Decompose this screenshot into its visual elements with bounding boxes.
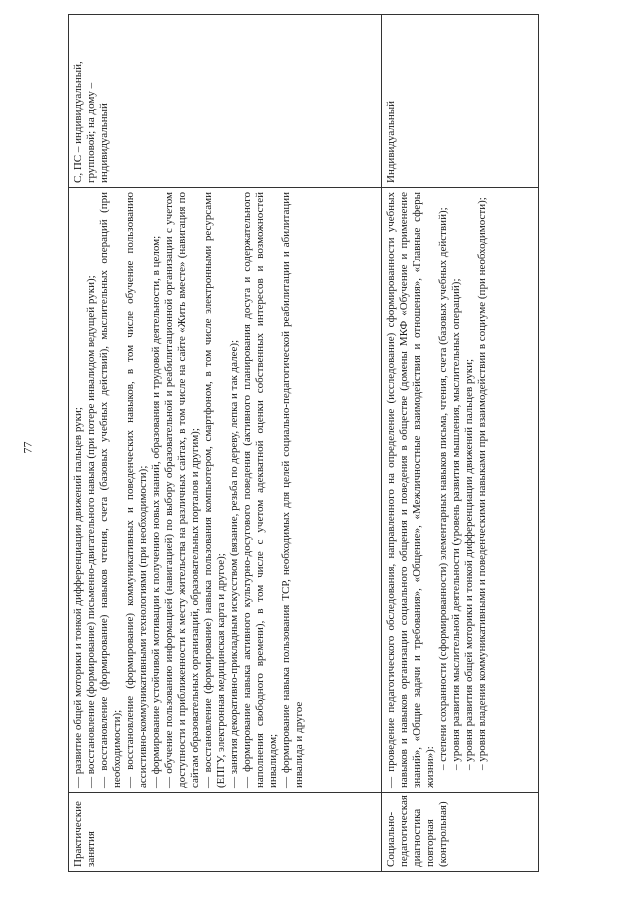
- list-item: — занятия декоративно-прикладным искусством (вязание, резьба по дереву, лепка и так далее);: [228, 339, 240, 788]
- list-item: — формирование навыка активного культурно-досугового поведения (активного планирования досуга и содержательного наполнения свободного времени), в том числе с учетом адекватной оценки собственных интересов и возможностей инвалидом;: [241, 192, 279, 788]
- list-item: — проведение педагогического обследования, направленного на определение (исследование) сформированности учебных навыков и навыков организации социального общения и поведения в обществе (домены МКФ «Обучение и применение знаний», «Общие задачи и требования», «Общение», «Межличностные взаимодействия и отношения», «Главные сферы жизни»):: [385, 192, 436, 788]
- content-cell: [382, 188, 539, 793]
- list-item: — восстановление (формирование) письменно-двигательного навыка (при потере инвалидом ведущей руки);: [85, 275, 97, 788]
- table-row: [382, 15, 539, 872]
- list-item: — восстановление (формирование) навыка пользования компьютером, смартфоном, в том числе электронными ресурсами (ЕПГУ, электронная медицинская карта и другое);: [202, 192, 227, 788]
- list-item: – уровня развития общей моторики и тонкой дифференциации движений пальцев руки;: [463, 358, 475, 770]
- form-text: С, ПС – индивидуальный, групповой; на дому – индивидуальный: [72, 61, 110, 183]
- row-label-cell: [69, 793, 382, 872]
- page-number: 77: [20, 441, 35, 454]
- form-cell: [69, 15, 382, 188]
- content-cell: [69, 188, 382, 793]
- list-item: – уровня владения коммуникативными и поведенческими навыками при взаимодействии в социуме (при необходимости);: [476, 197, 488, 770]
- rehabilitation-table: [68, 14, 539, 872]
- list-item: — обучение пользованию информацией (навигацией) по выбору образовательной и реабилитационной организации с учетом доступности и приближенности к месту жительства на различных сайтах, в том числе на сайте «Жить вместе» (навигация по сайтам образовательных организаций, образовательных порталов и другим);: [163, 192, 201, 788]
- list-item: — формирование навыка пользования ТСР, необходимых для целей социально-педагогической реабилитации и абилитации инвалида и другое: [280, 192, 305, 788]
- list-item: – уровня развития мыслительной деятельности (уровень развития мышления, мыслительных операций);: [450, 278, 462, 770]
- form-cell: [382, 15, 539, 188]
- list-item: — формирование устойчивой мотивации к получению новых знаний, образования и трудовой деятельности, в целом;: [150, 235, 162, 788]
- row-label-cell: [382, 793, 539, 872]
- table-row: [69, 15, 382, 872]
- list-item: — развитие общей моторики и тонкой дифференциации движений пальцев руки;: [72, 407, 84, 788]
- rotated-table-container: [68, 42, 538, 872]
- form-text: Индивидуальный: [385, 101, 397, 183]
- list-item: — восстановление (формирование) навыков чтения, счета (базовых учебных действий), мыслительных операций (при необходимости);: [98, 192, 123, 788]
- row-label: Социально-педагогическая диагностика повторная (контрольная): [385, 795, 449, 867]
- row-label: Практические занятия: [72, 801, 97, 867]
- list-item: — восстановление (формирование) коммуникативных и поведенческих навыков, в том числе обучение пользованию ассистивно-коммуникативными технологиями (при необходимости);: [124, 192, 149, 788]
- list-item: – степени сохранности (сформированности) элементарных навыков письма, чтения, счета (базовых учебных действий);: [437, 207, 449, 770]
